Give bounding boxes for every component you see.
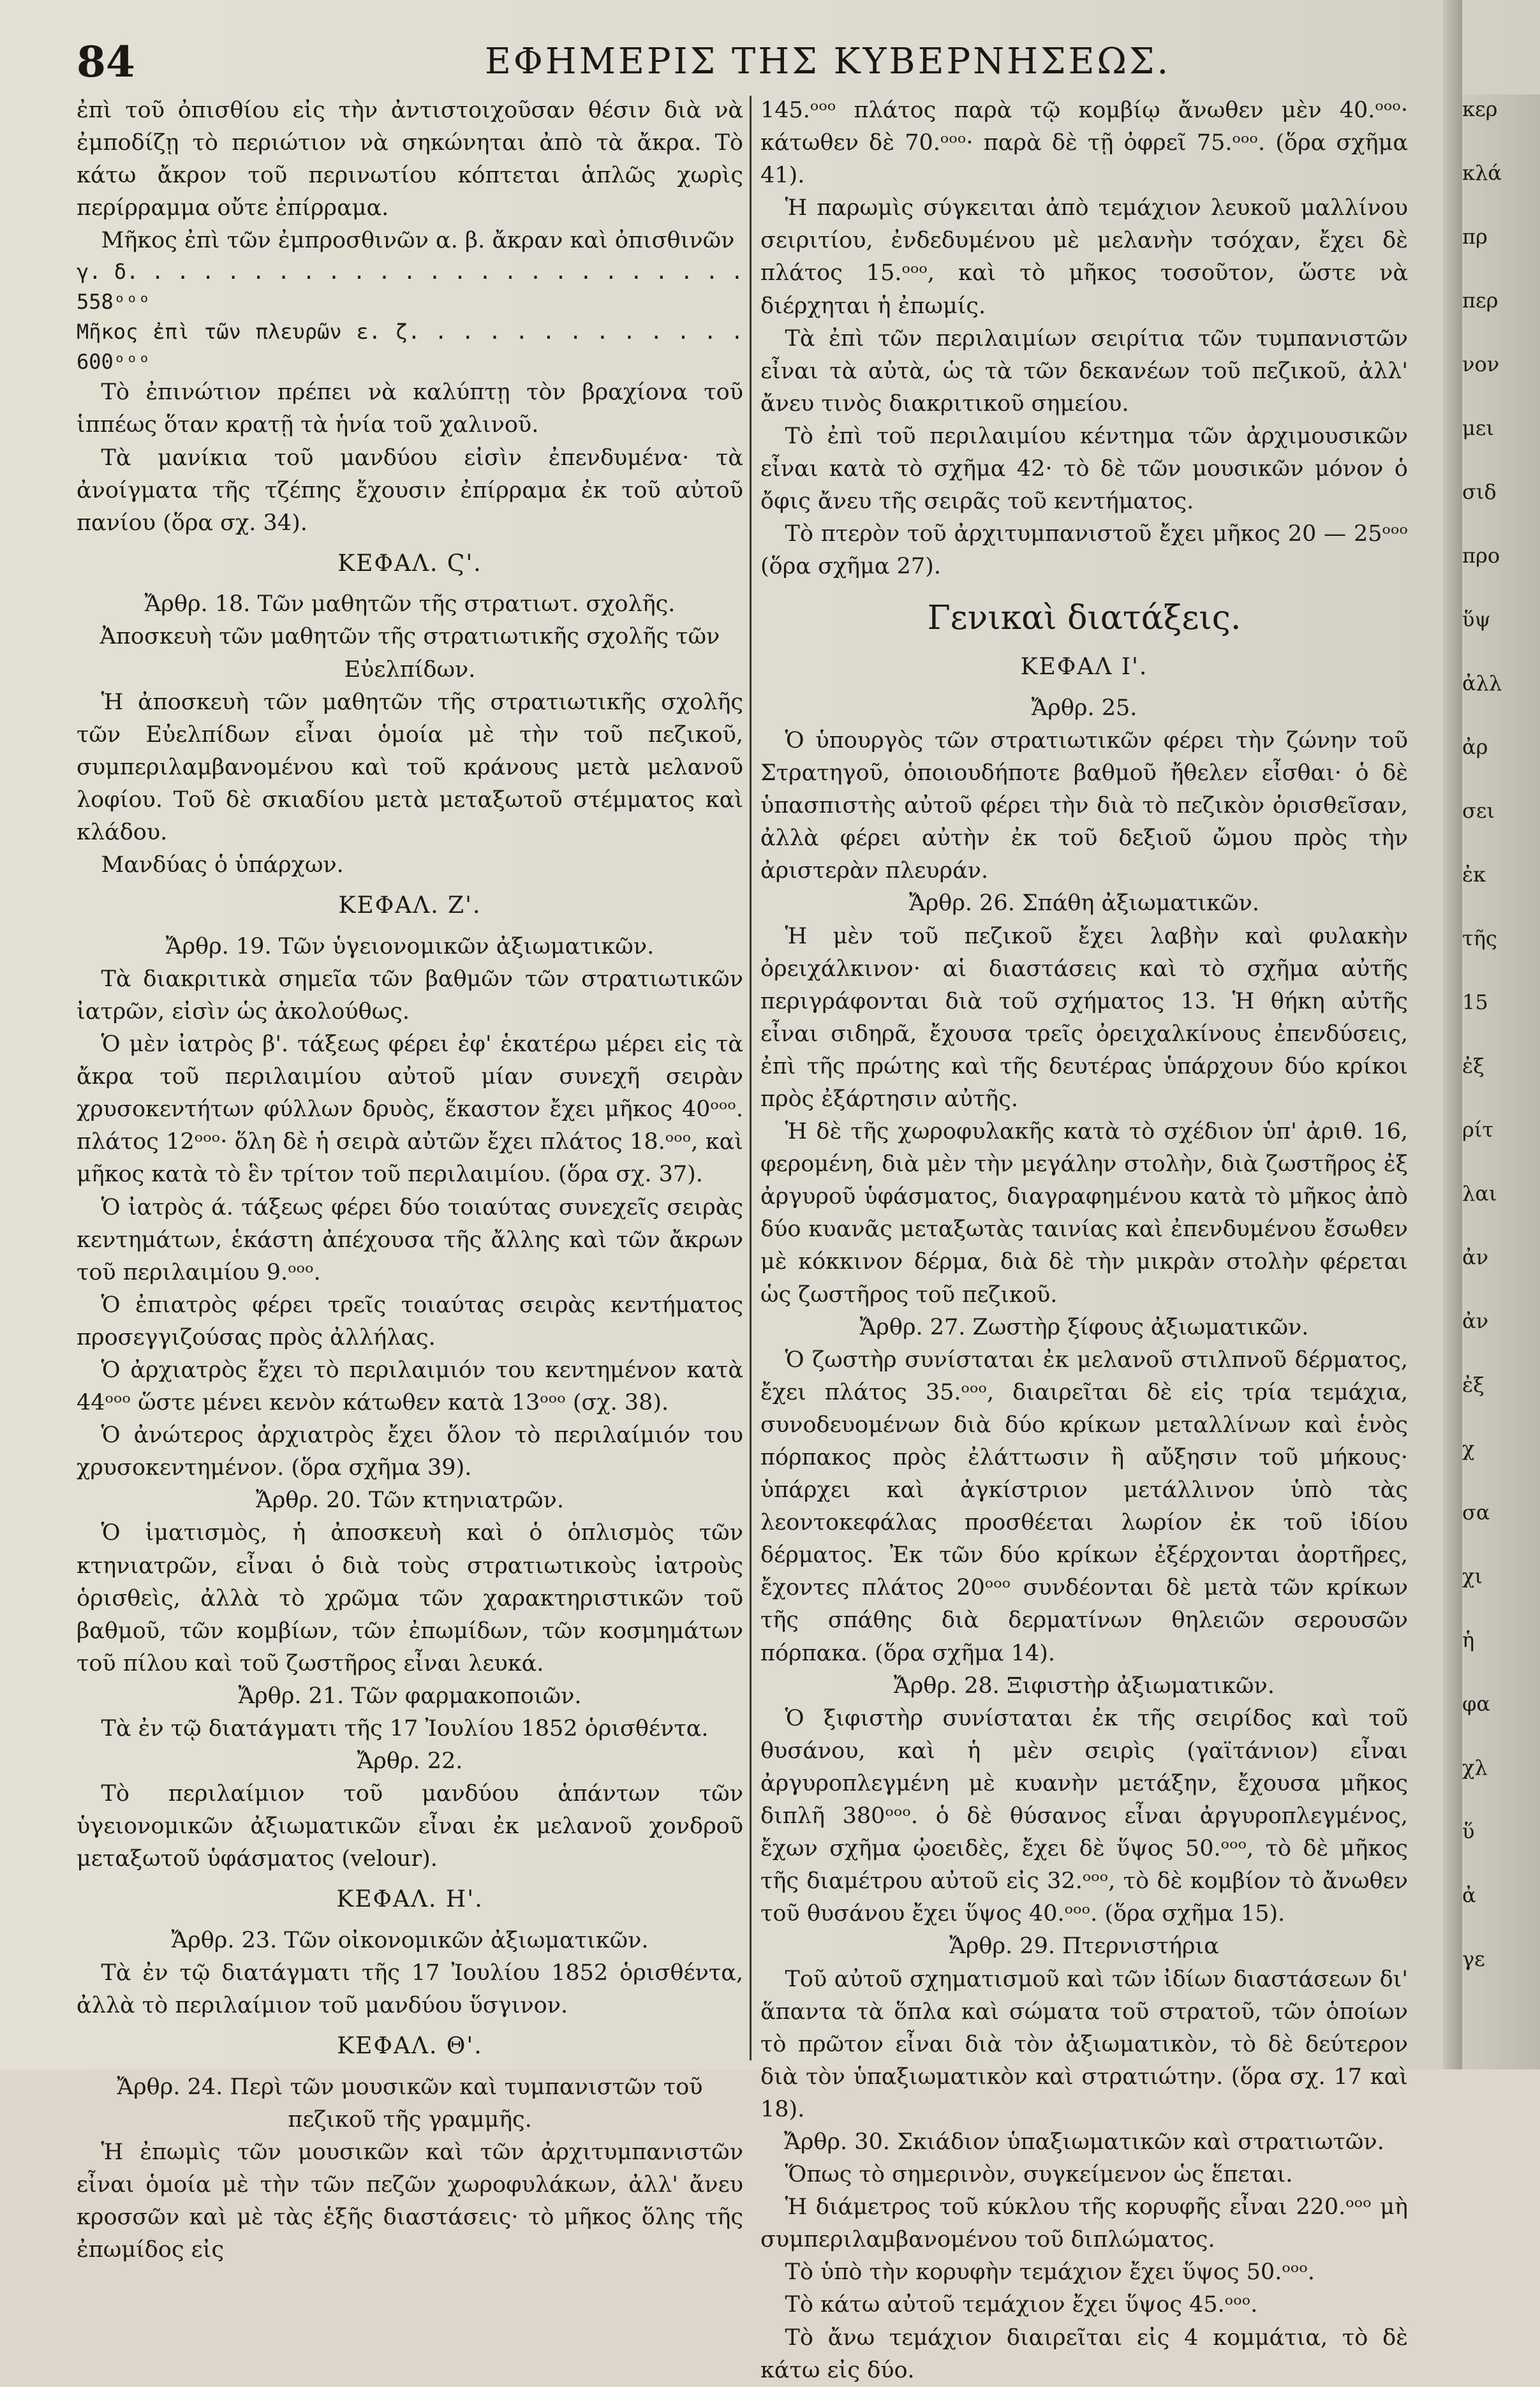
edge-fragment: κερ	[1462, 97, 1498, 121]
right-article-heading: Ἄρθρ. 28. Ξιφιστὴρ ἀξιωματικῶν.	[894, 1673, 1275, 1699]
left-paragraph: ἐπὶ τοῦ ὀπισθίου εἰς τὴν ἀντιστοιχοῦσαν θέσιν διὰ νὰ ἐμποδίζῃ τὸ περιώτιον νὰ σηκώνηται ἀπὸ τὰ ἄκρα. Τὸ κάτω ἄκρον τοῦ περινωτίου κόπτεται ἁπλῶς χωρὶς περίρραμμα οὔτε ἐπίρραμα.	[77, 98, 743, 221]
edge-fragment: ἐξ	[1462, 1373, 1484, 1397]
right-paragraph: Ὅπως τὸ σημερινὸν, συγκείμενον ὡς ἕπεται.	[785, 2162, 1293, 2188]
left-paragraph: Ἡ ἀποσκευὴ τῶν μαθητῶν τῆς στρατιωτικῆς σχολῆς τῶν Εὐελπίδων εἶναι ὁμοία μὲ τὴν τοῦ πεζικοῦ, συμπεριλαμβανομένου καὶ τοῦ κράνους μετὰ μελανοῦ λοφίου. Τοῦ δὲ σκιαδίου μετὰ μεταξωτοῦ στέμματος καὶ κλάδου.	[77, 689, 743, 846]
left-paragraph: Τὰ μανίκια τοῦ μανδύου εἰσὶν ἐπενδυμένα· τὰ ἀνοίγματα τῆς τζέπης ἔχουσιν ἐπίρραμα ἐκ τοῦ αὐτοῦ πανίου (ὅρα σχ. 34).	[77, 445, 743, 536]
left-paragraph: Ἡ ἐπωμὶς τῶν μουσικῶν καὶ τῶν ἀρχιτυμπανιστῶν εἶναι ὁμοία μὲ τὴν τῶν πεζῶν χωροφυλάκων, ἀλλ' ἄνευ κροσσῶν καὶ μὲ τὰς ἑξῆς διαστάσεις· τὸ μῆκος ὅλης τῆς ἐπωμίδος εἰς	[77, 2139, 743, 2263]
left-paragraph: Μῆκος ἐπὶ τῶν πλευρῶν ε. ζ. . . . . . . . . . . . . 600ᵒᵒᵒ	[77, 319, 743, 374]
running-head: ΕΦΗΜΕΡΙΣ ΤΗΣ ΚΥΒΕΡΝΗΣΕΩΣ.	[485, 41, 1171, 82]
left-paragraph: Ὁ ἐπιατρὸς φέρει τρεῖς τοιαύτας σειρὰς κεντήματος προσεγγιζούσας πρὸς ἀλλήλας.	[77, 1292, 743, 1350]
edge-fragment: ἐκ	[1462, 862, 1486, 887]
edge-fragment: σα	[1462, 1500, 1490, 1525]
right-paragraph: Ἡ διάμετρος τοῦ κύκλου τῆς κορυφῆς εἶναι 220.ᵒᵒᵒ μὴ συμπεριλαμβανομένου τοῦ διπλώματος.	[760, 2194, 1408, 2253]
edge-fragment: προ	[1462, 543, 1500, 568]
right-paragraph: Ὁ ζωστὴρ συνίσταται ἐκ μελανοῦ στιλπνοῦ δέρματος, ἔχει πλάτος 35.ᵒᵒᵒ, διαιρεῖται δὲ εἰς τρία τεμάχια, συνοδευομένων διὰ δύο κρίκων μεταλλίνων καὶ ἑνὸς πόρπακος πρὸς ἐλάττωσιν ἢ αὔξησιν τοῦ μήκους· ὑπάρχει καὶ ἀγκίστριον μετάλλινον ὑπὸ τὰς λεοντοκεφάλας προσθέεται λωρίον ἐκ τοῦ ἰδίου δέρματος. Ἐκ τῶν δύο κρίκων ἐξέρχονται ἀορτῆρες, ἔχοντες πλάτος 20ᵒᵒᵒ συνδέονται δὲ μετὰ τῶν κρίκων τῆς σπάθης διὰ δερματίνων θηλειῶν σερουσῶν πόρπακα. (ὅρα σχῆμα 14).	[760, 1347, 1408, 1666]
left-chapter-heading: ΚΕΦΑΛ. Ϛ'.	[337, 550, 482, 577]
page-number: 84	[77, 37, 135, 87]
edge-fragment: σει	[1462, 799, 1495, 823]
edge-fragment: ρίτ	[1462, 1118, 1494, 1142]
right-paragraph: Τὸ ἄνω τεμάχιον διαιρεῖται εἰς 4 κομμάτια, τὸ δὲ κάτω εἰς δύο.	[760, 2324, 1408, 2383]
edge-fragment: γε	[1462, 1947, 1485, 1971]
left-paragraph: Μῆκος ἐπὶ τῶν ἐμπροσθινῶν α. β. ἄκραν καὶ ὀπισθινῶν	[101, 228, 735, 254]
edge-fragment: ἀν	[1462, 1309, 1489, 1333]
left-paragraph: Ὁ ἰατρὸς ά. τάξεως φέρει δύο τοιαύτας συνεχεῖς σειρὰς κεντημάτων, ἑκάστη ἀπέχουσα τῆς ἄλλης καὶ τῶν ἄκρων τοῦ περιλαιμίου 9.ᵒᵒᵒ.	[77, 1194, 743, 1285]
right-paragraph: Ὁ ξιφιστὴρ συνίσταται ἐκ τῆς σειρίδος καὶ τοῦ θυσάνου, καὶ ἡ μὲν σειρὶς (γαϊτάνιον) εἶναι ἀργυροπλεγμένη μὲ κυανὴν μετάξην, ἔχουσα μῆκος διπλῆ 380ᵒᵒᵒ. ὁ δὲ θύσανος εἶναι ἀργυροπλεγμένος, ἔχων σχῆμα ᾠοειδὲς, ἔχει δὲ ὕψος 50.ᵒᵒᵒ, τὸ δὲ μῆκος τῆς διαμέτρου αὐτοῦ εἰς 32.ᵒᵒᵒ, τὸ δὲ κομβίον τὸ ἄνωθεν τοῦ θυσάνου ἔχει ὕψος 40.ᵒᵒᵒ. (ὅρα σχῆμα 15).	[760, 1705, 1408, 1927]
edge-fragment: ἀν	[1462, 1245, 1489, 1269]
right-paragraph: Τὸ κάτω αὐτοῦ τεμάχιον ἔχει ὕψος 45.ᵒᵒᵒ.	[785, 2292, 1258, 2318]
edge-fragment: νον	[1462, 352, 1500, 376]
left-paragraph: Ὁ ἀρχιατρὸς ἔχει τὸ περιλαιμιόν του κεντημένον κατὰ 44ᵒᵒᵒ ὥστε μένει κενὸν κάτωθεν κατὰ 13ᵒᵒᵒ (σχ. 38).	[77, 1357, 743, 1416]
right-paragraph: Ἡ μὲν τοῦ πεζικοῦ ἔχει λαβὴν καὶ φυλακὴν ὀρειχάλκινον· αἱ διαστάσεις καὶ τὸ σχῆμα αὐτῆς περιγράφονται διὰ τοῦ σχήματος 13. Ἡ θήκη αὐτῆς εἶναι σιδηρᾶ, ἔχουσα τρεῖς ὀρειχαλκίνους ἐπενδύσεις, ἐπὶ τῆς πρώτης καὶ τῆς δευτέρας ὑπάρχουν δύο κρίκοι πρὸς ἐξάρτησιν αὐτῆς.	[760, 923, 1408, 1112]
left-paragraph: Ὁ ἀνώτερος ἀρχιατρὸς ἔχει ὅλον τὸ περιλαίμιόν του χρυσοκεντημένον. (ὅρα σχῆμα 39).	[77, 1423, 743, 1481]
left-article-heading: Ἄρθρ. 23. Τῶν οἰκονομικῶν ἀξιωματικῶν.	[171, 1928, 649, 1954]
left-chapter-heading: ΚΕΦΑΛ. Η'.	[336, 1886, 484, 1913]
left-paragraph: Τὸ περιλαίμιον τοῦ μανδύου ἁπάντων τῶν ὑγειονομικῶν ἀξιωματικῶν εἶναι ἐκ μελανοῦ χονδροῦ μεταξωτοῦ ὑφάσματος (velour).	[77, 1781, 743, 1872]
right-paragraph: Τὰ ἐπὶ τῶν περιλαιμίων σειρίτια τῶν τυμπανιστῶν εἶναι τὰ αὐτὰ, ὡς τὰ τῶν δεκανέων τοῦ πεζικοῦ, ἀλλ' ἄνευ τινὸς διακριτικοῦ σημείου.	[760, 325, 1408, 417]
binding-shadow	[1443, 0, 1462, 2069]
edge-fragment: ὕ	[1462, 1819, 1475, 1844]
left-paragraph: Ὁ ἱματισμὸς, ἡ ἀποσκευὴ καὶ ὁ ὁπλισμὸς τῶν κτηνιατρῶν, εἶναι ὁ διὰ τοὺς στρατιωτικοὺς ἰατροὺς ὁρισθεὶς, ἀλλὰ τὸ χρῶμα τῶν χαρακτηριστικῶν τοῦ βαθμοῦ, τῶν κομβίων, τῶν ἐπωμίδων, τῶν κοσμημάτων τοῦ πίλου καὶ τοῦ ζωστῆρος εἶναι λευκά.	[77, 1520, 743, 1676]
right-article-heading: Ἄρθρ. 27. Ζωστὴρ ξίφους ἀξιωματικῶν.	[859, 1314, 1309, 1340]
edge-fragment: πρ	[1462, 225, 1488, 249]
left-chapter-heading: ΚΕΦΑΛ. Θ'.	[337, 2033, 483, 2060]
right-paragraph: Ὁ ὑπουργὸς τῶν στρατιωτικῶν φέρει τὴν ζώνην τοῦ Στρατηγοῦ, ὁποιουδήποτε βαθμοῦ ἤθελεν εἶσθαι· ὁ δὲ ὑπασπιστὴς αὐτοῦ φέρει τὴν διὰ τὸ πεζικὸν ὁρισθεῖσαν, ἀλλὰ φέρει αὐτὴν ἐκ τοῦ δεξιοῦ ὤμου πρὸς τὴν ἀριστερὰν πλευράν.	[760, 727, 1408, 884]
right-paragraph: Τὸ ὑπὸ τὴν κορυφὴν τεμάχιον ἔχει ὕψος 50.ᵒᵒᵒ.	[785, 2259, 1315, 2286]
left-paragraph: Τὰ ἐν τῷ διατάγματι τῆς 17 Ἰουλίου 1852 ὁρισθέντα.	[101, 1716, 709, 1741]
edge-fragment: ἀλλ	[1462, 671, 1502, 695]
edge-fragment: λαι	[1462, 1181, 1497, 1206]
left-paragraph: Ὁ μὲν ἰατρὸς β'. τάξεως φέρει ἐφ' ἑκατέρω μέρει εἰς τὰ ἄκρα τοῦ περιλαιμίου αὐτοῦ μίαν συνεχῆ σειρὰν χρυσοκεντήτων φύλλων δρυὸς, ἕκαστον ἔχει μῆκος 40ᵒᵒᵒ. πλάτος 12ᵒᵒᵒ· ὅλη δὲ ἡ σειρὰ αὐτῶν ἔχει πλάτος 18.ᵒᵒᵒ, καὶ μῆκος κατὰ τὸ ἓν τρίτον τοῦ περιλαιμίου. (ὅρα σχ. 37).	[77, 1031, 743, 1188]
edge-fragment: χ	[1462, 1437, 1475, 1461]
edge-fragment: ἀρ	[1462, 735, 1488, 759]
left-article-heading: Ἄρθρ. 18. Τῶν μαθητῶν τῆς στρατιωτ. σχολῆς.	[144, 591, 676, 617]
page-header	[77, 37, 1400, 101]
right-paragraph: Ἡ παρωμὶς σύγκειται ἀπὸ τεμάχιον λευκοῦ μαλλίνου σειριτίου, ἐνδεδυμένου μὲ μελανὴν τσόχαν, ἔχει δὲ πλάτος 15.ᵒᵒᵒ, καὶ τὸ μῆκος τοσοῦτον, ὥστε νὰ διέρχηται ἡ ἐπωμίς.	[760, 195, 1408, 319]
right-article-heading: Ἄρθρ. 29. Πτερνιστήρια	[949, 1933, 1219, 1960]
column-divider	[750, 96, 751, 2060]
left-paragraph: Τὰ ἐν τῷ διατάγματι τῆς 17 Ἰουλίου 1852 ὁρισθέντα, ἀλλὰ τὸ περιλαίμιον τοῦ μανδύου ὕσγινον.	[77, 1960, 743, 2019]
edge-fragment: κλά	[1462, 161, 1502, 185]
left-article-heading: Ἄρθρ. 24. Περὶ τῶν μουσικῶν καὶ τυμπανιστῶν τοῦ πεζικοῦ τῆς γραμμῆς.	[117, 2074, 703, 2132]
adjacent-page-edge	[1462, 94, 1540, 2069]
edge-fragment: ὕψ	[1462, 607, 1491, 632]
left-article-heading: Ἄρθρ. 19. Τῶν ὑγειονομικῶν ἀξιωματικῶν.	[165, 933, 655, 959]
right-article-heading: Ἄρθρ. 25.	[1031, 695, 1137, 721]
right-article-heading: Ἄρθρ. 26. Σπάθη ἀξιωματικῶν.	[909, 891, 1259, 917]
right-column	[760, 94, 1408, 2383]
right-paragraph: Ἡ δὲ τῆς χωροφυλακῆς κατὰ τὸ σχέδιον ὑπ' ἀριθ. 16, φερομένη, διὰ μὲν τὴν μεγάλην στολὴν, διὰ ζωστῆρος ἐξ ἀργυροῦ ὑφάσματος, διαγραφημένου κατὰ τὸ μῆκος ἀπὸ δύο κυανᾶς μεταξωτὰς ταινίας καὶ ἐπενδυμένου ἔσωθεν μὲ κόκκινον δέρμα, διὰ δὲ τὴν μικρὰν στολὴν φέρεται ὡς ζωστῆρος τοῦ πεζικοῦ.	[760, 1119, 1408, 1308]
edge-fragment: χι	[1462, 1564, 1483, 1588]
right-paragraph: Τὸ ἐπὶ τοῦ περιλαιμίου κέντημα τῶν ἀρχιμουσικῶν εἶναι κατὰ τὸ σχῆμα 42· τὸ δὲ τῶν μουσικῶν μόνον ὁ ὄφις ἄνευ τῆς σειρᾶς τοῦ κεντήματος.	[760, 423, 1408, 515]
left-paragraph: Τὰ διακριτικὰ σημεῖα τῶν βαθμῶν τῶν στρατιωτικῶν ἰατρῶν, εἰσὶν ὡς ἀκολούθως.	[77, 966, 743, 1024]
left-column	[77, 94, 743, 2263]
right-paragraph: 145.ᵒᵒᵒ πλάτος παρὰ τῷ κομβίῳ ἄνωθεν μὲν 40.ᵒᵒᵒ· κάτωθεν δὲ 70.ᵒᵒᵒ· παρὰ δὲ τῇ ὀφρεῖ 75.ᵒᵒᵒ. (ὅρα σχῆμα 41).	[760, 98, 1408, 189]
edge-fragment: τῆς	[1462, 926, 1497, 950]
edge-fragment: 15	[1462, 990, 1488, 1014]
edge-fragment: περ	[1462, 288, 1499, 313]
left-chapter-heading: ΚΕΦΑΛ. Ζ'.	[338, 892, 482, 919]
right-paragraph: Τοῦ αὐτοῦ σχηματισμοῦ καὶ τῶν ἰδίων διαστάσεων δι' ἅπαντα τὰ ὅπλα καὶ σώματα τοῦ στρατοῦ, τῶν ὁποίων τὸ πρῶτον εἶναι διὰ τὸν ἀξιωματικὸν, τὸ δὲ δεύτερον διὰ τὸν ὑπαξιωματικὸν καὶ στρατιώτην. (ὅρα σχ. 17 καὶ 18).	[760, 1966, 1408, 2122]
right-chapter-heading: ΚΕΦΑΛ Ι'.	[1020, 654, 1148, 681]
left-article-heading: Ἄρθρ. 21. Τῶν φαρμακοποιῶν.	[238, 1683, 582, 1709]
edge-fragment: φα	[1462, 1692, 1491, 1716]
edge-fragment: μει	[1462, 416, 1494, 440]
edge-fragment: ἡ	[1462, 1628, 1475, 1652]
edge-fragment: σιδ	[1462, 480, 1497, 504]
left-article-heading: Ἄρθρ. 22.	[357, 1748, 463, 1775]
left-article-heading: Ἄρθρ. 20. Τῶν κτηνιατρῶν.	[256, 1488, 564, 1514]
edge-fragment: ἀ	[1462, 1883, 1476, 1907]
right-article-heading: Ἄρθρ. 30. Σκιάδιον ὑπαξιωματικῶν καὶ στρατιωτῶν.	[784, 2129, 1384, 2155]
left-paragraph: Μανδύας ὁ ὑπάρχων.	[101, 852, 344, 878]
left-article-heading: Ἀποσκευὴ τῶν μαθητῶν τῆς στρατιωτικῆς σχολῆς τῶν Εὐελπίδων.	[100, 624, 720, 683]
right-section-title: Γενικαὶ διατάξεις.	[927, 599, 1241, 638]
left-paragraph: γ. δ. . . . . . . . . . . . . . . . . . . . . . . . . 558ᵒᵒᵒ	[77, 260, 743, 314]
right-paragraph: Τὸ πτερὸν τοῦ ἀρχιτυμπανιστοῦ ἔχει μῆκος 20 — 25ᵒᵒᵒ (ὅρα σχῆμα 27).	[760, 521, 1408, 580]
edge-fragment: ἐξ	[1462, 1054, 1484, 1078]
edge-fragment: χλ	[1462, 1755, 1488, 1780]
left-paragraph: Τὸ ἐπινώτιον πρέπει νὰ καλύπτῃ τὸν βραχίονα τοῦ ἱππέως ὅταν κρατῇ τὰ ἡνία τοῦ χαλινοῦ.	[77, 380, 743, 438]
